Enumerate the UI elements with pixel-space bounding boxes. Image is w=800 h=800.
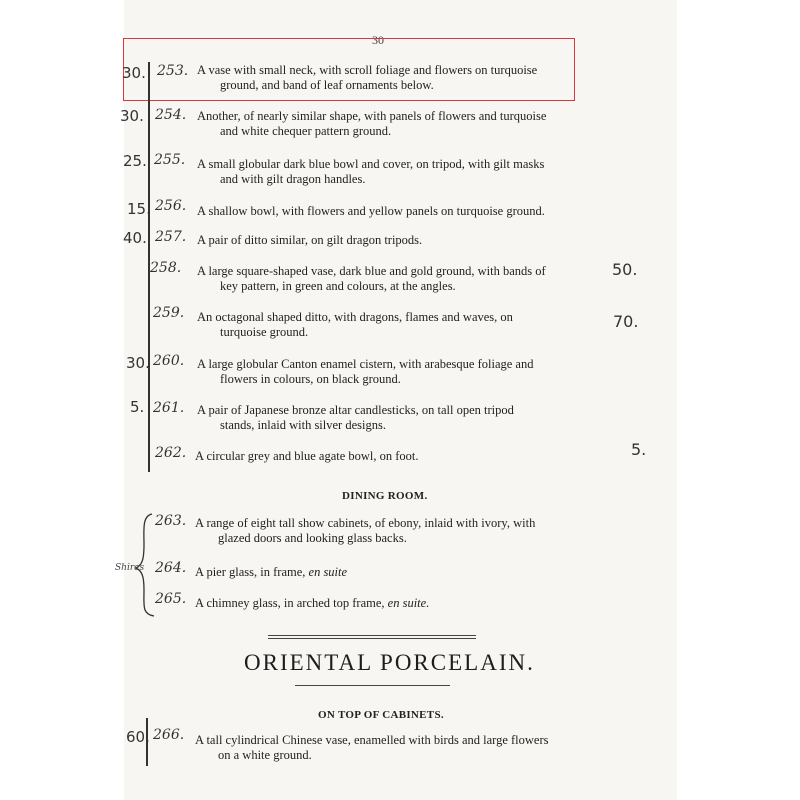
lot-price-left: 15.	[127, 200, 151, 218]
lot-description: A large globular Canton enamel cistern, with arabesque foliage and flowers in colours, on black ground.	[197, 357, 534, 386]
lot-price-left: 40.	[123, 229, 147, 247]
lot-number: 257.	[155, 229, 187, 245]
lot-number: 258.	[150, 260, 182, 276]
title-rule-bottom	[295, 685, 450, 686]
lot-price-left: 30.	[126, 354, 150, 372]
lot-price-right: 50.	[612, 260, 638, 279]
lot-price-left: 5.	[130, 398, 145, 416]
lot-description: A shallow bowl, with flowers and yellow panels on turquoise ground.	[197, 204, 545, 218]
section-heading-dining-room: DINING ROOM.	[342, 490, 428, 502]
lot-price-left: 30.	[122, 64, 146, 82]
lot-number: 264.	[155, 560, 187, 576]
lot-description: A range of eight tall show cabinets, of ebony, inlaid with ivory, with glazed doors and looking glass backs.	[195, 516, 536, 545]
lot-price-right: 5.	[631, 440, 647, 459]
lot-price-left: 30.	[120, 107, 144, 125]
lot-number: 254.	[155, 107, 187, 123]
lot-description: A pier glass, in frame, en suite	[195, 565, 348, 579]
lot-number: 260.	[153, 353, 185, 369]
lot-description: A small globular dark blue bowl and cover, on tripod, with gilt masks and with gilt dragon handles.	[197, 157, 545, 186]
lot-number: 253.	[157, 63, 189, 79]
lot-number: 259.	[153, 305, 185, 321]
lot-number: 256.	[155, 198, 187, 214]
lot-description: Another, of nearly similar shape, with panels of flowers and turquoise and white chequer pattern ground.	[197, 109, 547, 138]
lot-description: A chimney glass, in arched top frame, en suite.	[195, 596, 430, 610]
lot-description: An octagonal shaped ditto, with dragons, flames and waves, on turquoise ground.	[197, 310, 513, 339]
lot-number: 265.	[155, 591, 187, 607]
lot-number: 261.	[153, 400, 185, 416]
lot-description: A tall cylindrical Chinese vase, enamelled with birds and large flowers on a white ground.	[195, 733, 549, 762]
section-title-oriental-porcelain: ORIENTAL PORCELAIN.	[244, 650, 535, 675]
brace-note: Shires	[115, 563, 145, 573]
lot-number: 263.	[155, 513, 187, 529]
lot-description: A pair of ditto similar, on gilt dragon tripods.	[197, 233, 423, 247]
lot-number: 262.	[155, 445, 187, 461]
page-number: 30	[372, 33, 384, 47]
lot-number: 255.	[154, 152, 186, 168]
lot-price-right: 70.	[613, 312, 639, 331]
lot-description: A large square-shaped vase, dark blue and gold ground, with bands of key pattern, in green and colours, at the angles.	[197, 264, 546, 293]
title-rule-top-2	[268, 638, 476, 639]
lot-number: 266.	[153, 727, 185, 743]
lot-price-left: 25.	[123, 152, 147, 170]
lot-price-left: 60.	[126, 728, 150, 746]
title-rule-top	[268, 635, 476, 636]
lot-description: A pair of Japanese bronze altar candlesticks, on tall open tripod stands, inlaid with silver designs.	[197, 403, 514, 432]
section-subheading: ON TOP OF CABINETS.	[318, 709, 444, 721]
lot-description: A circular grey and blue agate bowl, on foot.	[195, 449, 419, 463]
lot-description: A vase with small neck, with scroll foliage and flowers on turquoise ground, and band of leaf ornaments below.	[197, 63, 538, 92]
